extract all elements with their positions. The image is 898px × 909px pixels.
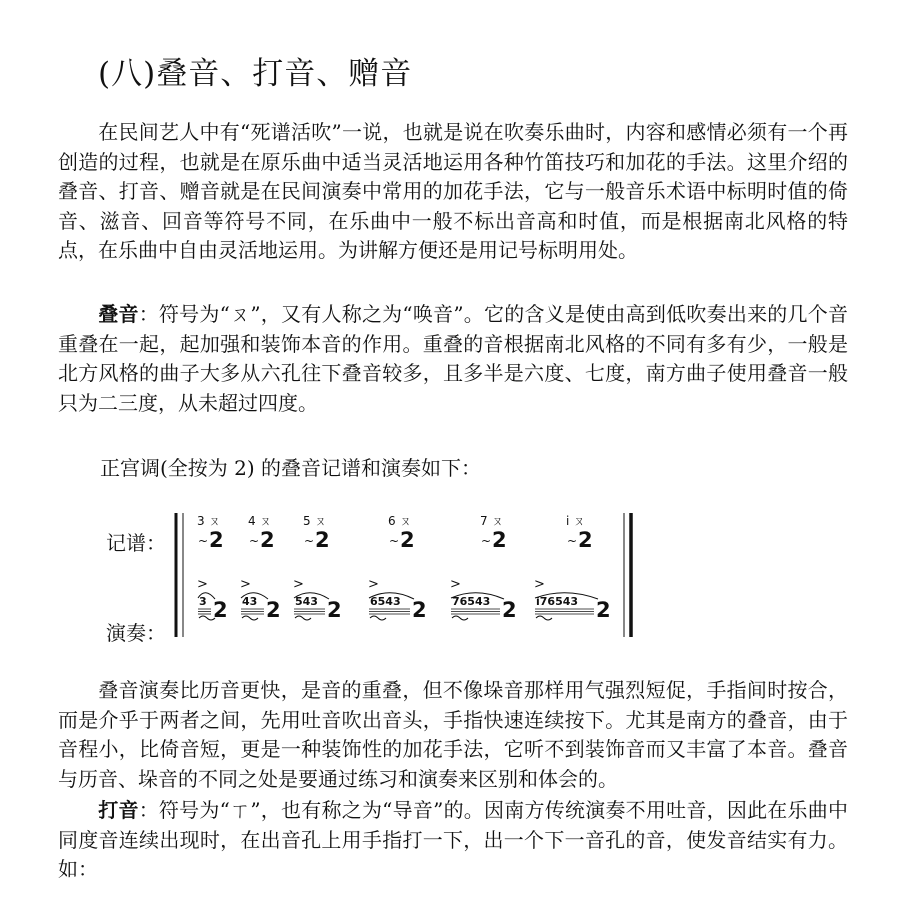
term-dieyin: 叠音 bbox=[98, 302, 139, 326]
accent-mark: > bbox=[197, 577, 208, 592]
tilde-mark bbox=[452, 616, 468, 620]
paragraph-dayin-text: ：符号为“ㄒ”，也有称之为“导音”的。因南方传统演奏不用吐音，因此在乐曲中同度音连续出现时，在出音孔上用手指打一下，出一个下一音孔的音，使发音结实有力。如： bbox=[58, 798, 848, 881]
paragraph-dayin bbox=[58, 796, 848, 885]
grace-notes: 543 bbox=[295, 595, 318, 608]
notated-grace-mark: 3 ㄡ bbox=[197, 514, 221, 528]
term-dayin: 打音 bbox=[98, 798, 139, 822]
grace-notes: 6543 bbox=[370, 595, 401, 608]
paragraph-intro-text: 在民间艺人中有“死谱活吹”一说，也就是说在吹奏乐曲时，内容和感情必须有一个再创造的过程，也就是在原乐曲中适当灵活地运用各种竹笛技巧和加花的手法。这里介绍的叠音、打音、赠音就是在民间演奏中常用的加花手法，它与一般音乐术语中标明时值的倚音、滋音、回音等符号不同，在乐曲中一般不标出音高和时值，而是根据南北风格的特点，在乐曲中自由灵活地运用。为讲解方便还是用记号标明用处。 bbox=[58, 120, 848, 262]
grace-notes: 3 bbox=[199, 595, 207, 608]
notated-grace-mark: i ㄡ bbox=[566, 514, 586, 528]
notation-example bbox=[0, 505, 898, 645]
main-note: 2 bbox=[596, 598, 611, 622]
main-note: 2 bbox=[400, 528, 415, 552]
main-note: 2 bbox=[327, 598, 342, 622]
performance-row-label: 演奏： bbox=[106, 621, 166, 645]
accent-mark: > bbox=[534, 577, 545, 592]
tilde-mark bbox=[295, 616, 311, 620]
tilde-mark: ~ bbox=[389, 534, 400, 548]
section-heading: (八)叠音、打音、赠音 bbox=[98, 56, 413, 92]
tilde-mark: ~ bbox=[567, 534, 578, 548]
grace-notes: i76543 bbox=[536, 595, 579, 608]
main-note: 2 bbox=[266, 598, 281, 622]
notated-grace-mark: 6 ㄡ bbox=[388, 514, 412, 528]
tilde-mark: ~ bbox=[249, 534, 260, 548]
main-note: 2 bbox=[578, 528, 593, 552]
accent-mark: > bbox=[368, 577, 379, 592]
paragraph-dieyin-explanation-text: 叠音演奏比历音更快，是音的重叠，但不像垛音那样用气强烈短促，手指间时按合，而是介乎于两者之间，先用吐音吹出音头，手指快速连续按下。尤其是南方的叠音，由于音程小，比倚音短，更是一种装饰性的加花手法，它听不到装饰音而又丰富了本音。叠音与历音、垛音的不同之处是要通过练习和演奏来区别和体会的。 bbox=[58, 678, 848, 791]
tilde-mark: ~ bbox=[304, 534, 315, 548]
paragraph-dieyin bbox=[58, 300, 848, 418]
grace-notes: 76543 bbox=[452, 595, 491, 608]
paragraph-dieyin-explanation bbox=[58, 676, 848, 794]
main-note: 2 bbox=[209, 528, 224, 552]
notated-grace-mark: 5 ㄡ bbox=[303, 514, 327, 528]
tilde-mark bbox=[536, 616, 552, 620]
paragraph-dieyin-text: ：符号为“ㄡ”，又有人称之为“唤音”。它的含义是使由高到低吹奏出来的几个音重叠在一起，起加强和装饰本音的作用。重叠的音根据南北风格的不同有多有少，一般是北方风格的曲子大多从六孔往下叠音较多，且多半是六度、七度，南方曲子使用叠音一般只为二三度，从未超过四度。 bbox=[58, 302, 848, 415]
tilde-mark bbox=[370, 616, 386, 620]
main-note: 2 bbox=[502, 598, 517, 622]
accent-mark: > bbox=[240, 577, 251, 592]
main-note: 2 bbox=[213, 598, 228, 622]
notation-row-label: 记谱： bbox=[106, 531, 166, 555]
notated-grace-mark: 7 ㄡ bbox=[480, 514, 504, 528]
accent-mark: > bbox=[450, 577, 461, 592]
notated-grace-mark: 4 ㄡ bbox=[248, 514, 272, 528]
tilde-mark: ~ bbox=[481, 534, 492, 548]
notation-caption: 正宫调(全按为 2) 的叠音记谱和演奏如下： bbox=[100, 456, 482, 480]
main-note: 2 bbox=[412, 598, 427, 622]
main-note: 2 bbox=[315, 528, 330, 552]
grace-notes: 43 bbox=[242, 595, 258, 608]
main-note: 2 bbox=[492, 528, 507, 552]
accent-mark: > bbox=[293, 577, 304, 592]
paragraph-intro bbox=[58, 118, 848, 266]
tilde-mark bbox=[242, 616, 258, 620]
main-note: 2 bbox=[260, 528, 275, 552]
tilde-mark: ~ bbox=[198, 534, 209, 548]
